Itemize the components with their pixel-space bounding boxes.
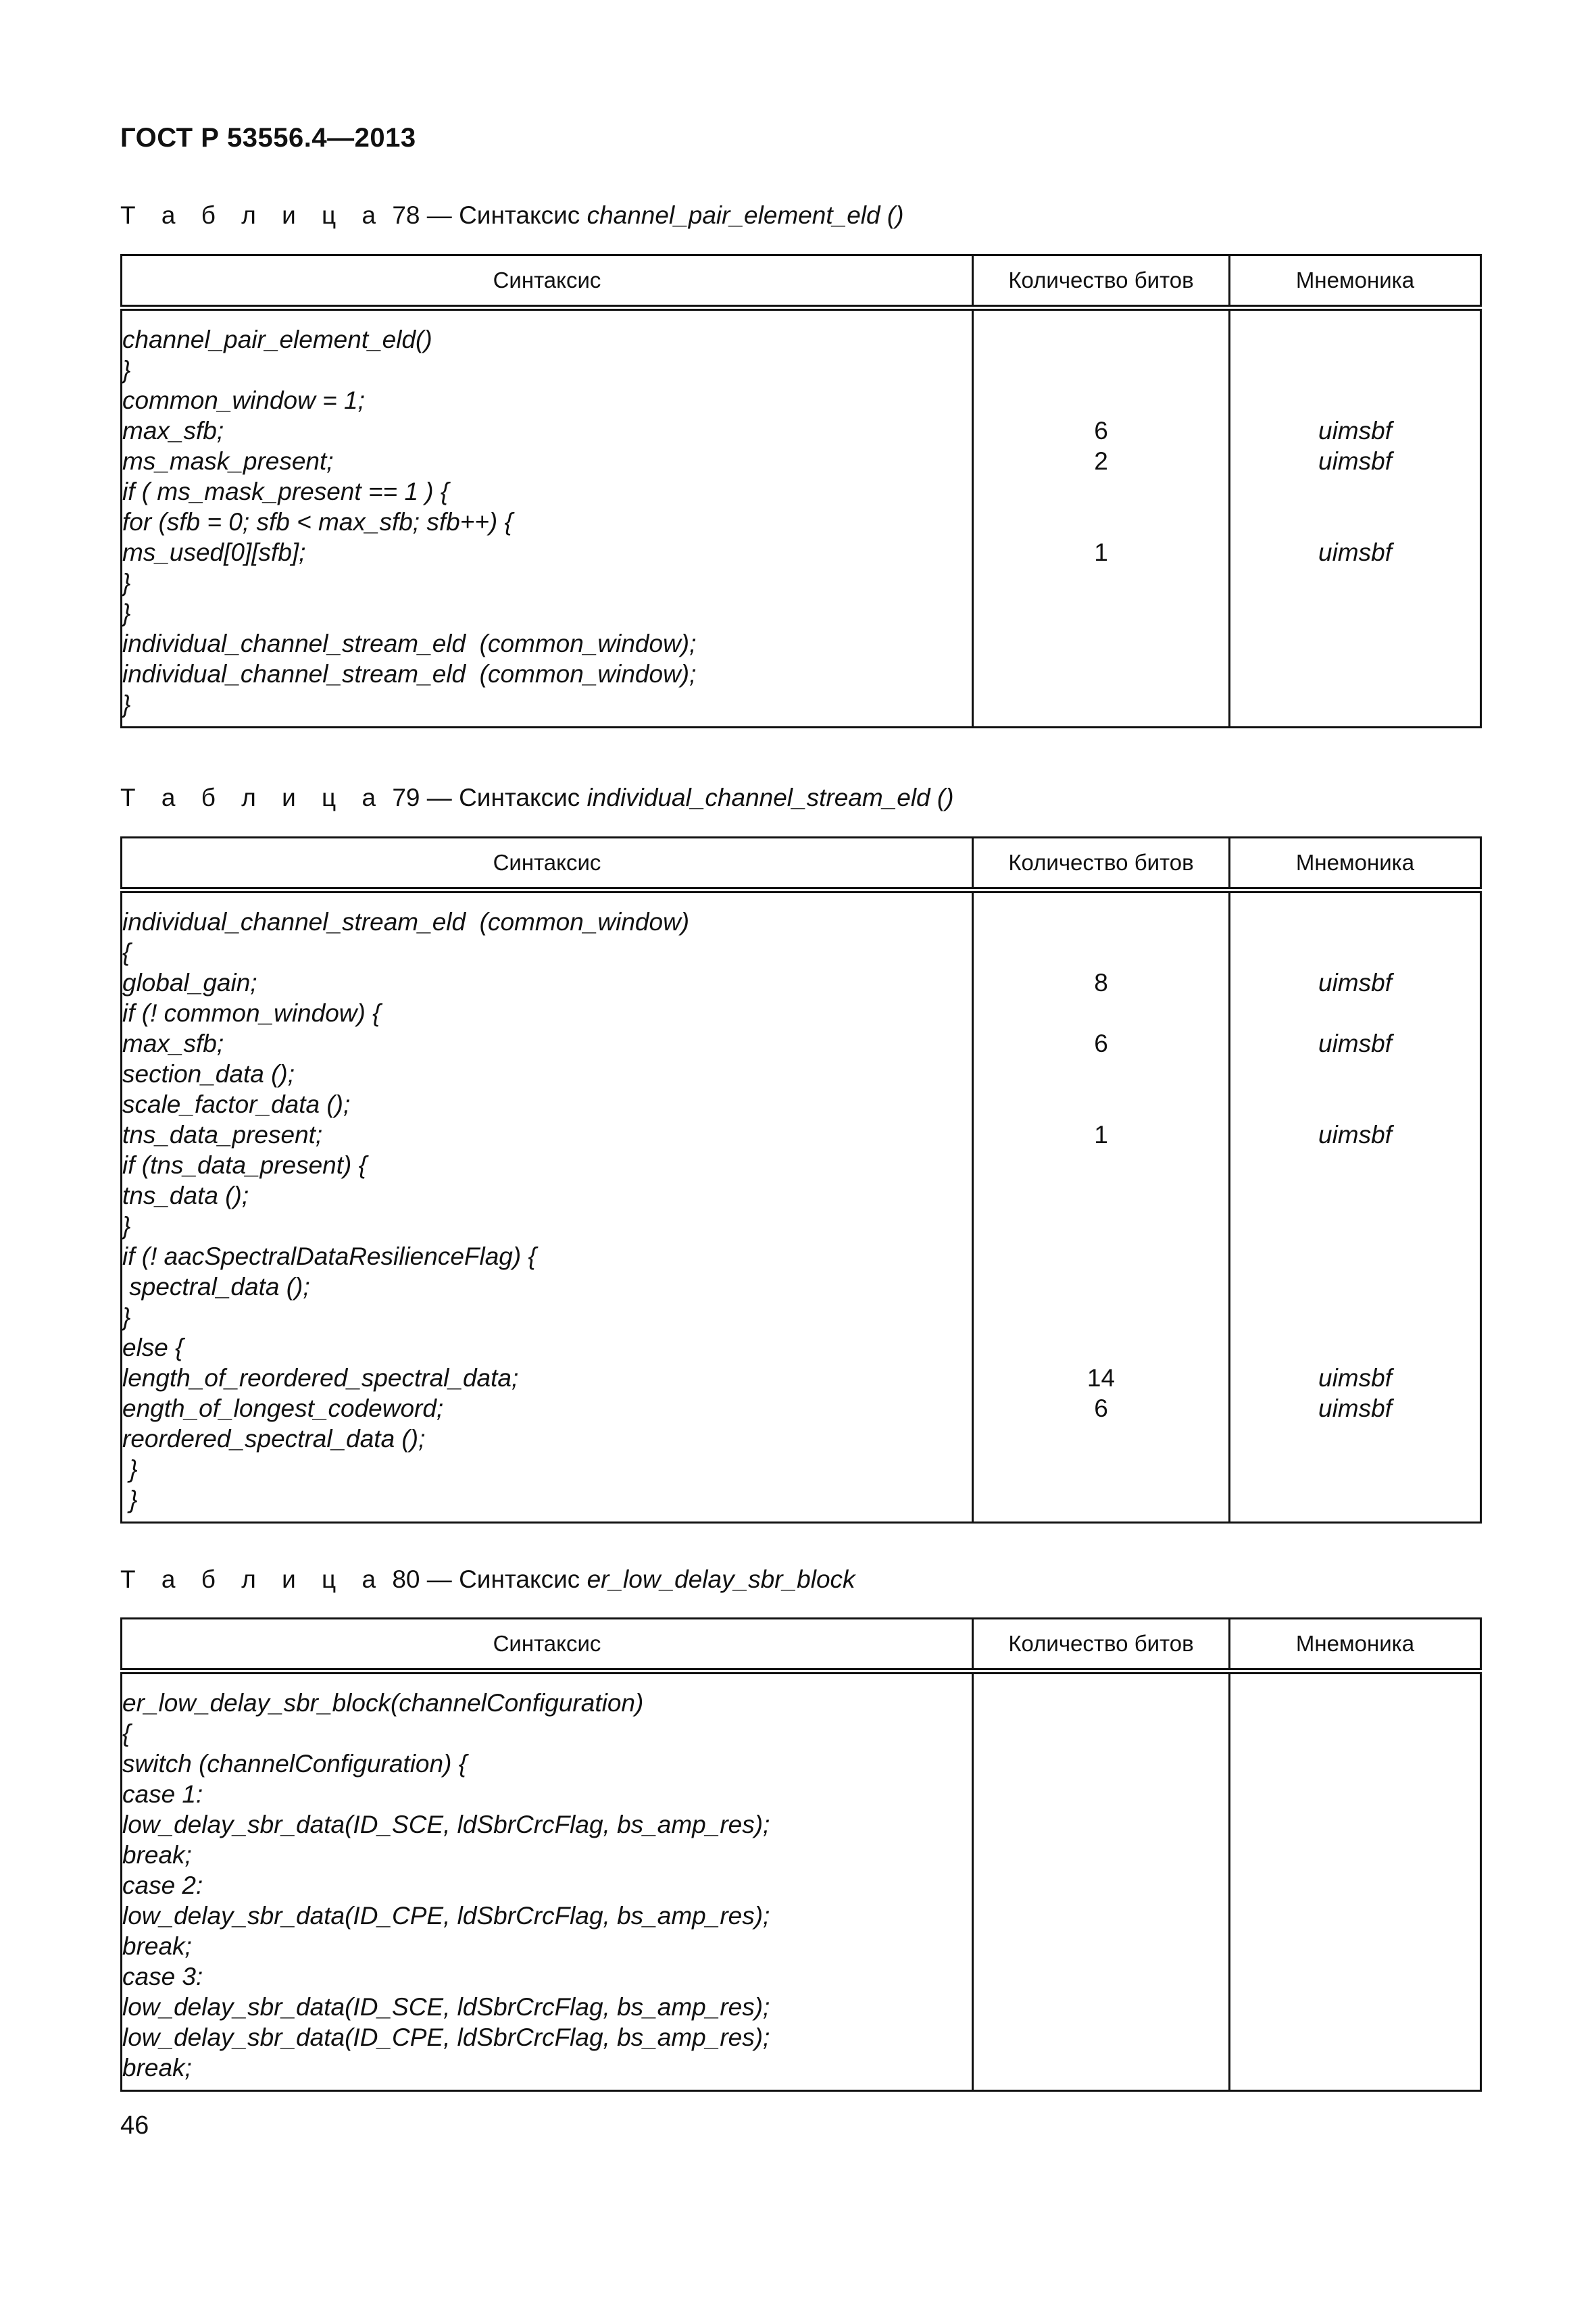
mnemonic-line xyxy=(1230,628,1480,659)
bits-line: 8 xyxy=(1094,969,1108,997)
bits-line xyxy=(974,1779,1228,1809)
table-78-caption xyxy=(120,201,904,230)
column-header-mnemonic: Мнемоника xyxy=(1230,838,1481,890)
column-header-bits: Количество битов xyxy=(973,255,1230,308)
code-line: if (! common_window) { xyxy=(122,999,381,1027)
mnemonic-line xyxy=(1230,1241,1480,1272)
code-line: individual_channel_stream_eld (common_window) xyxy=(122,908,690,936)
bits-line xyxy=(974,628,1228,659)
mnemonic-line xyxy=(1230,1180,1480,1211)
mnemonic-line: uimsbf xyxy=(1318,1121,1392,1149)
mnemonic-line xyxy=(1230,1901,1480,1931)
bits-line xyxy=(974,598,1228,628)
bits-line xyxy=(974,1749,1228,1779)
mnemonic-line xyxy=(1230,1840,1480,1870)
code-line: switch (channelConfiguration) { xyxy=(122,1750,468,1778)
mnemonic-line xyxy=(1230,1211,1480,1241)
code-line: max_sfb; xyxy=(122,417,224,445)
code-line: break; xyxy=(122,2054,192,2082)
table-caption-title: individual_channel_stream_eld () xyxy=(587,784,954,811)
mnemonic-line xyxy=(1230,1749,1480,1779)
bits-line xyxy=(974,1211,1228,1241)
mnemonic-line: uimsbf xyxy=(1318,417,1392,445)
mnemonic-line xyxy=(1230,568,1480,598)
bits-line xyxy=(974,1992,1228,2022)
bits-line: 6 xyxy=(1094,1030,1108,1057)
bits-line xyxy=(974,385,1228,416)
syntax-table-79 xyxy=(120,836,1482,1524)
document-header: ГОСТ Р 53556.4—2013 xyxy=(120,123,416,153)
code-line: case 1: xyxy=(122,1780,203,1808)
mnemonic-line xyxy=(1230,1454,1480,1484)
code-line: individual_channel_stream_eld (common_window); xyxy=(122,630,697,657)
code-line: break; xyxy=(122,1841,192,1869)
mnemonic-line xyxy=(1230,476,1480,507)
code-line: } xyxy=(122,569,131,597)
code-line: tns_data_present; xyxy=(122,1121,323,1149)
table-body-row xyxy=(122,890,1481,1523)
bits-line xyxy=(974,1059,1228,1089)
syntax-cell xyxy=(122,890,973,1523)
mnemonic-cell xyxy=(1230,890,1481,1523)
syntax-table-78 xyxy=(120,254,1482,728)
code-line: channel_pair_element_eld() xyxy=(122,326,432,353)
bits-line xyxy=(974,2022,1228,2053)
code-line: } xyxy=(122,356,131,384)
mnemonic-line: uimsbf xyxy=(1318,1364,1392,1392)
bits-line xyxy=(974,1272,1228,1302)
bits-line xyxy=(974,1901,1228,1931)
code-line: for (sfb = 0; sfb < max_sfb; sfb++) { xyxy=(122,508,513,536)
mnemonic-line xyxy=(1230,1809,1480,1840)
table-caption-label: Т а б л и ц а xyxy=(120,784,386,811)
bits-line: 14 xyxy=(1087,1364,1116,1392)
bits-line: 6 xyxy=(1094,417,1108,445)
code-line: else { xyxy=(122,1334,184,1361)
bits-line xyxy=(974,2053,1228,2083)
bits-line xyxy=(974,1089,1228,1120)
bits-line xyxy=(974,1961,1228,1992)
table-caption-label: Т а б л и ц а xyxy=(120,201,386,229)
column-header-syntax: Синтаксис xyxy=(122,1619,973,1671)
bits-line xyxy=(974,1840,1228,1870)
code-line: } xyxy=(122,1455,138,1483)
syntax-cell xyxy=(122,308,973,728)
bits-cell xyxy=(973,308,1230,728)
mnemonic-line xyxy=(1230,598,1480,628)
mnemonic-line xyxy=(1230,998,1480,1028)
mnemonic-line xyxy=(1230,1870,1480,1901)
mnemonic-line xyxy=(1230,1424,1480,1454)
mnemonic-line xyxy=(1230,689,1480,720)
mnemonic-line xyxy=(1230,2053,1480,2083)
column-header-mnemonic: Мнемоника xyxy=(1230,1619,1481,1671)
bits-line xyxy=(974,1931,1228,1961)
code-line: spectral_data (); xyxy=(122,1273,310,1301)
mnemonic-line xyxy=(1230,1961,1480,1992)
mnemonic-line xyxy=(1230,1089,1480,1120)
code-line: reordered_spectral_data (); xyxy=(122,1425,426,1453)
bits-line xyxy=(974,1870,1228,1901)
code-line: tns_data (); xyxy=(122,1182,249,1209)
mnemonic-line: uimsbf xyxy=(1318,1394,1392,1422)
code-line: case 2: xyxy=(122,1871,203,1899)
bits-line xyxy=(974,1424,1228,1454)
table-header-row xyxy=(122,255,1481,308)
bits-cell xyxy=(973,890,1230,1523)
code-line: if (! aacSpectralDataResilienceFlag) { xyxy=(122,1242,537,1270)
code-line: } xyxy=(122,1486,138,1513)
bits-line xyxy=(974,568,1228,598)
code-line: if (tns_data_present) { xyxy=(122,1151,367,1179)
code-line: { xyxy=(122,1719,131,1747)
mnemonic-line xyxy=(1230,385,1480,416)
code-line: } xyxy=(122,1303,131,1331)
code-line: } xyxy=(122,690,131,718)
mnemonic-line xyxy=(1230,355,1480,385)
mnemonic-line xyxy=(1230,1688,1480,1718)
table-caption-number: 80 — Синтаксис xyxy=(392,1565,587,1593)
bits-cell xyxy=(973,1671,1230,2091)
table-body-row xyxy=(122,1671,1481,2091)
bits-line xyxy=(974,1809,1228,1840)
code-line: common_window = 1; xyxy=(122,386,365,414)
mnemonic-line xyxy=(1230,1332,1480,1363)
mnemonic-line xyxy=(1230,1272,1480,1302)
bits-line xyxy=(974,1718,1228,1749)
code-line: er_low_delay_sbr_block(channelConfiguration) xyxy=(122,1689,644,1717)
code-line: case 3: xyxy=(122,1963,203,1990)
mnemonic-line xyxy=(1230,659,1480,689)
mnemonic-line xyxy=(1230,1779,1480,1809)
column-header-bits: Количество битов xyxy=(973,838,1230,890)
table-caption-number: 78 — Синтаксис xyxy=(392,201,587,229)
code-line: low_delay_sbr_data(ID_CPE, ldSbrCrcFlag, bs_amp_res); xyxy=(122,2023,770,2051)
code-line: low_delay_sbr_data(ID_SCE, ldSbrCrcFlag, bs_amp_res); xyxy=(122,1993,770,2021)
code-line: } xyxy=(122,1212,131,1240)
bits-line xyxy=(974,1484,1228,1515)
column-header-mnemonic: Мнемоника xyxy=(1230,255,1481,308)
column-header-bits: Количество битов xyxy=(973,1619,1230,1671)
bits-line xyxy=(974,907,1228,937)
mnemonic-line xyxy=(1230,1484,1480,1515)
bits-line: 1 xyxy=(1094,1121,1108,1149)
code-line: if ( ms_mask_present == 1 ) { xyxy=(122,478,449,505)
bits-line: 1 xyxy=(1094,538,1108,566)
table-caption-title: channel_pair_element_eld () xyxy=(587,201,904,229)
code-line: global_gain; xyxy=(122,969,257,997)
code-line: length_of_reordered_spectral_data; xyxy=(122,1364,519,1392)
bits-line xyxy=(974,324,1228,355)
bits-line: 6 xyxy=(1094,1394,1108,1422)
code-line: ms_used[0][sfb]; xyxy=(122,538,306,566)
code-line: section_data (); xyxy=(122,1060,295,1088)
bits-line xyxy=(974,507,1228,537)
bits-line xyxy=(974,1241,1228,1272)
code-line: low_delay_sbr_data(ID_CPE, ldSbrCrcFlag, bs_amp_res); xyxy=(122,1902,770,1930)
page-number: 46 xyxy=(120,2111,149,2140)
bits-line xyxy=(974,476,1228,507)
syntax-table-80 xyxy=(120,1617,1482,2092)
syntax-cell xyxy=(122,1671,973,2091)
bits-line xyxy=(974,1332,1228,1363)
bits-line xyxy=(974,1688,1228,1718)
bits-line xyxy=(974,1180,1228,1211)
code-line: low_delay_sbr_data(ID_SCE, ldSbrCrcFlag, bs_amp_res); xyxy=(122,1811,770,1838)
column-header-syntax: Синтаксис xyxy=(122,255,973,308)
bits-line xyxy=(974,659,1228,689)
mnemonic-line xyxy=(1230,1059,1480,1089)
mnemonic-line xyxy=(1230,1302,1480,1332)
bits-line xyxy=(974,998,1228,1028)
column-header-syntax: Синтаксис xyxy=(122,838,973,890)
mnemonic-line xyxy=(1230,507,1480,537)
code-line: { xyxy=(122,938,131,966)
table-caption-title: er_low_delay_sbr_block xyxy=(587,1565,855,1593)
mnemonic-line xyxy=(1230,1150,1480,1180)
mnemonic-line xyxy=(1230,907,1480,937)
table-caption-number: 79 — Синтаксис xyxy=(392,784,587,811)
mnemonic-line xyxy=(1230,324,1480,355)
table-79-caption xyxy=(120,784,954,812)
bits-line xyxy=(974,689,1228,720)
bits-line xyxy=(974,937,1228,967)
table-body-row xyxy=(122,308,1481,728)
mnemonic-line xyxy=(1230,1931,1480,1961)
mnemonic-line xyxy=(1230,1992,1480,2022)
mnemonic-line: uimsbf xyxy=(1318,538,1392,566)
code-line: } xyxy=(122,599,131,627)
table-header-row xyxy=(122,838,1481,890)
mnemonic-line xyxy=(1230,1718,1480,1749)
table-header-row xyxy=(122,1619,1481,1671)
table-caption-label: Т а б л и ц а xyxy=(120,1565,386,1593)
code-line: scale_factor_data (); xyxy=(122,1090,351,1118)
mnemonic-line: uimsbf xyxy=(1318,1030,1392,1057)
table-80-caption xyxy=(120,1565,855,1594)
bits-line xyxy=(974,1150,1228,1180)
bits-line: 2 xyxy=(1094,447,1108,475)
code-line: break; xyxy=(122,1932,192,1960)
mnemonic-cell xyxy=(1230,308,1481,728)
mnemonic-line xyxy=(1230,2022,1480,2053)
code-line: ength_of_longest_codeword; xyxy=(122,1394,444,1422)
mnemonic-cell xyxy=(1230,1671,1481,2091)
code-line: ms_mask_present; xyxy=(122,447,334,475)
code-line: max_sfb; xyxy=(122,1030,224,1057)
bits-line xyxy=(974,1454,1228,1484)
mnemonic-line: uimsbf xyxy=(1318,969,1392,997)
code-line: individual_channel_stream_eld (common_window); xyxy=(122,660,697,688)
mnemonic-line xyxy=(1230,937,1480,967)
bits-line xyxy=(974,1302,1228,1332)
mnemonic-line: uimsbf xyxy=(1318,447,1392,475)
bits-line xyxy=(974,355,1228,385)
